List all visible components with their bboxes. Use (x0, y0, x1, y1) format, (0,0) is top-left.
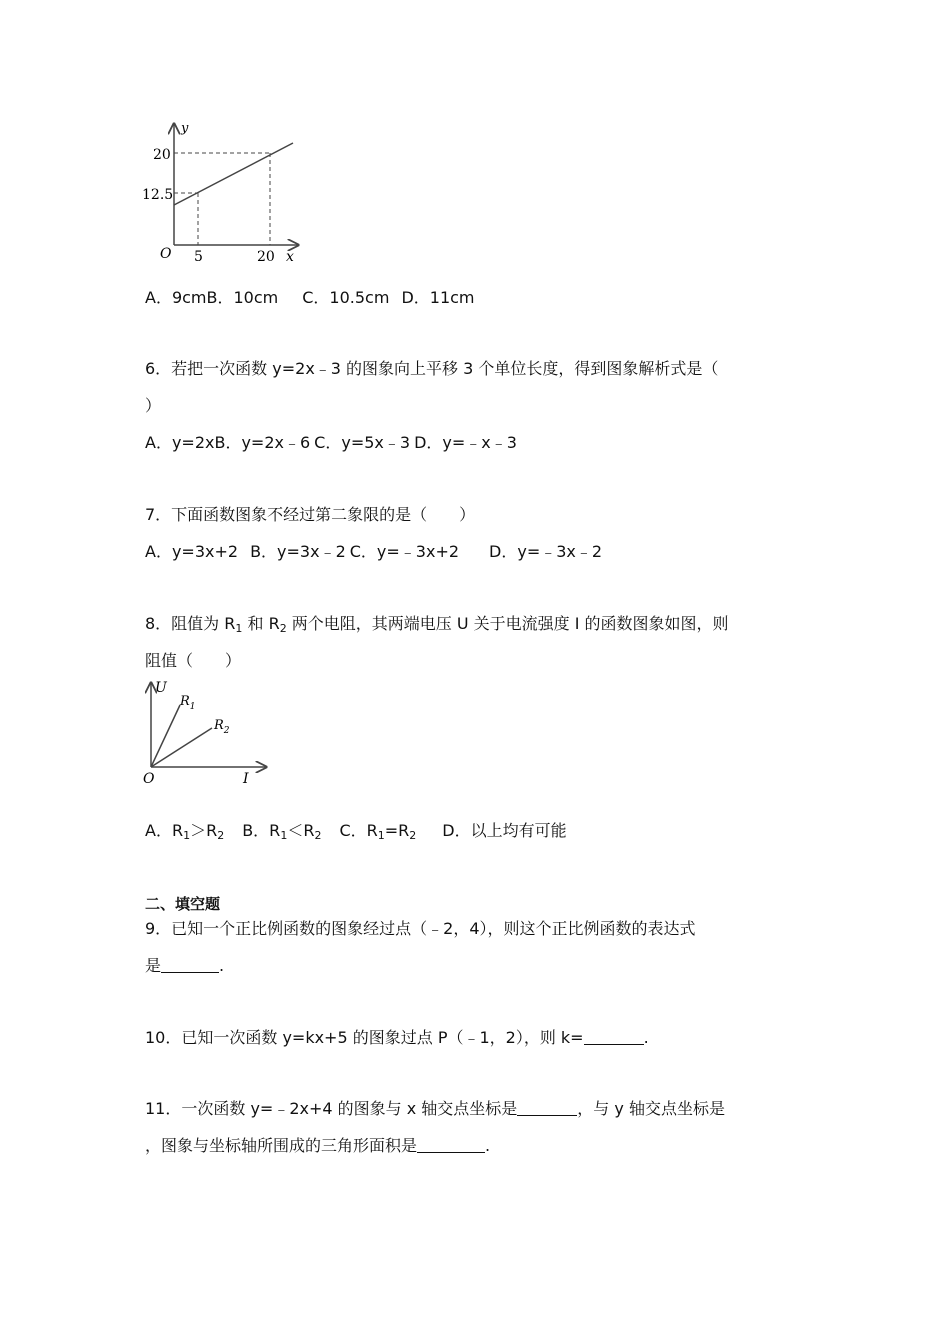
q6-option-a[interactable]: A．y=2x (145, 433, 215, 452)
q8-stem: 8．阻值为 $R_1$ 和 $R_2$ 两个电阻，其两端电压 U 关于电流强度 I 的函数图象如图，则 (145, 614, 729, 635)
q11-stem-cont: ，图象与坐标轴所围成的三角形面积是 . (145, 1136, 491, 1155)
i-axis-label: I (243, 771, 249, 787)
r2-label: $R_2$ (214, 718, 230, 736)
q7-option-a[interactable]: A．y=3x+2 (145, 542, 239, 561)
q9-answer-blank[interactable] (161, 956, 219, 973)
q5-option-c[interactable]: C．10.5cm (302, 288, 390, 307)
q11-answer-blank-3[interactable] (417, 1136, 485, 1153)
x-axis-label: x (286, 249, 294, 265)
q8-option-a[interactable]: A．$R_1>R_2$ (145, 821, 225, 842)
section-title: 二、填空题 (145, 895, 221, 913)
tick-label-12.5: 12.5 (142, 187, 174, 203)
q6-option-b[interactable]: B．y=2x﹣6 (214, 433, 311, 452)
q6-options (145, 433, 517, 453)
q5-option-b[interactable]: B．10cm (206, 288, 279, 307)
q7-option-c[interactable]: C．y=﹣3x+2 (349, 542, 460, 561)
q7-option-d[interactable]: D．y=﹣3x﹣2 (489, 542, 603, 561)
origin-label: O (143, 771, 155, 787)
q8-option-d[interactable]: D．以上均有可能 (442, 821, 567, 840)
figure-ui-graph (140, 677, 275, 792)
q5-option-a[interactable]: A．9cm (145, 288, 207, 307)
q9-stem-cont: 是 . (145, 956, 225, 975)
q8-option-c[interactable]: C．$R_1=R_2$ (339, 821, 417, 842)
u-axis-label: U (155, 680, 167, 696)
q6-option-c[interactable]: C．y=5x﹣3 (314, 433, 411, 452)
tick-label-x20: 20 (257, 249, 275, 265)
q7-options (145, 542, 602, 562)
q10-stem: 10．已知一次函数 y=kx+5 的图象过点 P（﹣1，2），则 k= . (145, 1028, 649, 1047)
q11-stem: 11．一次函数 y=﹣2x+4 的图象与 x 轴交点坐标是 ，与 y 轴交点坐标是 (145, 1099, 725, 1118)
q7-stem: 7．下面函数图象不经过第二象限的是（ ） (145, 505, 476, 524)
q8-stem-cont: 阻值（ ） (145, 651, 242, 670)
graph-line (174, 143, 293, 205)
tick-label-5: 5 (194, 249, 203, 265)
q8-option-b[interactable]: B．$R_1<R_2$ (242, 821, 322, 842)
q10-answer-blank[interactable] (584, 1028, 644, 1045)
q7-option-b[interactable]: B．y=3x﹣2 (250, 542, 346, 561)
origin-label: O (160, 246, 172, 262)
q5-option-d[interactable]: D．11cm (401, 288, 475, 307)
q5-options (145, 288, 475, 308)
q11-answer-blank-1[interactable] (517, 1099, 577, 1116)
q6-stem: 6．若把一次函数 y=2x﹣3 的图象向上平移 3 个单位长度，得到图象解析式是（ (145, 359, 719, 378)
y-axis-label: y (181, 121, 189, 136)
q6-option-d[interactable]: D．y=﹣x﹣3 (414, 433, 517, 452)
tick-label-20: 20 (153, 147, 171, 163)
q9-stem: 9．已知一个正比例函数的图象经过点（﹣2，4），则这个正比例函数的表达式 (145, 919, 696, 938)
q8-options (145, 821, 567, 841)
r1-label: $R_1$ (180, 694, 196, 712)
figure-linear-graph (140, 118, 310, 268)
q6-stem-cont: ） (145, 396, 162, 415)
